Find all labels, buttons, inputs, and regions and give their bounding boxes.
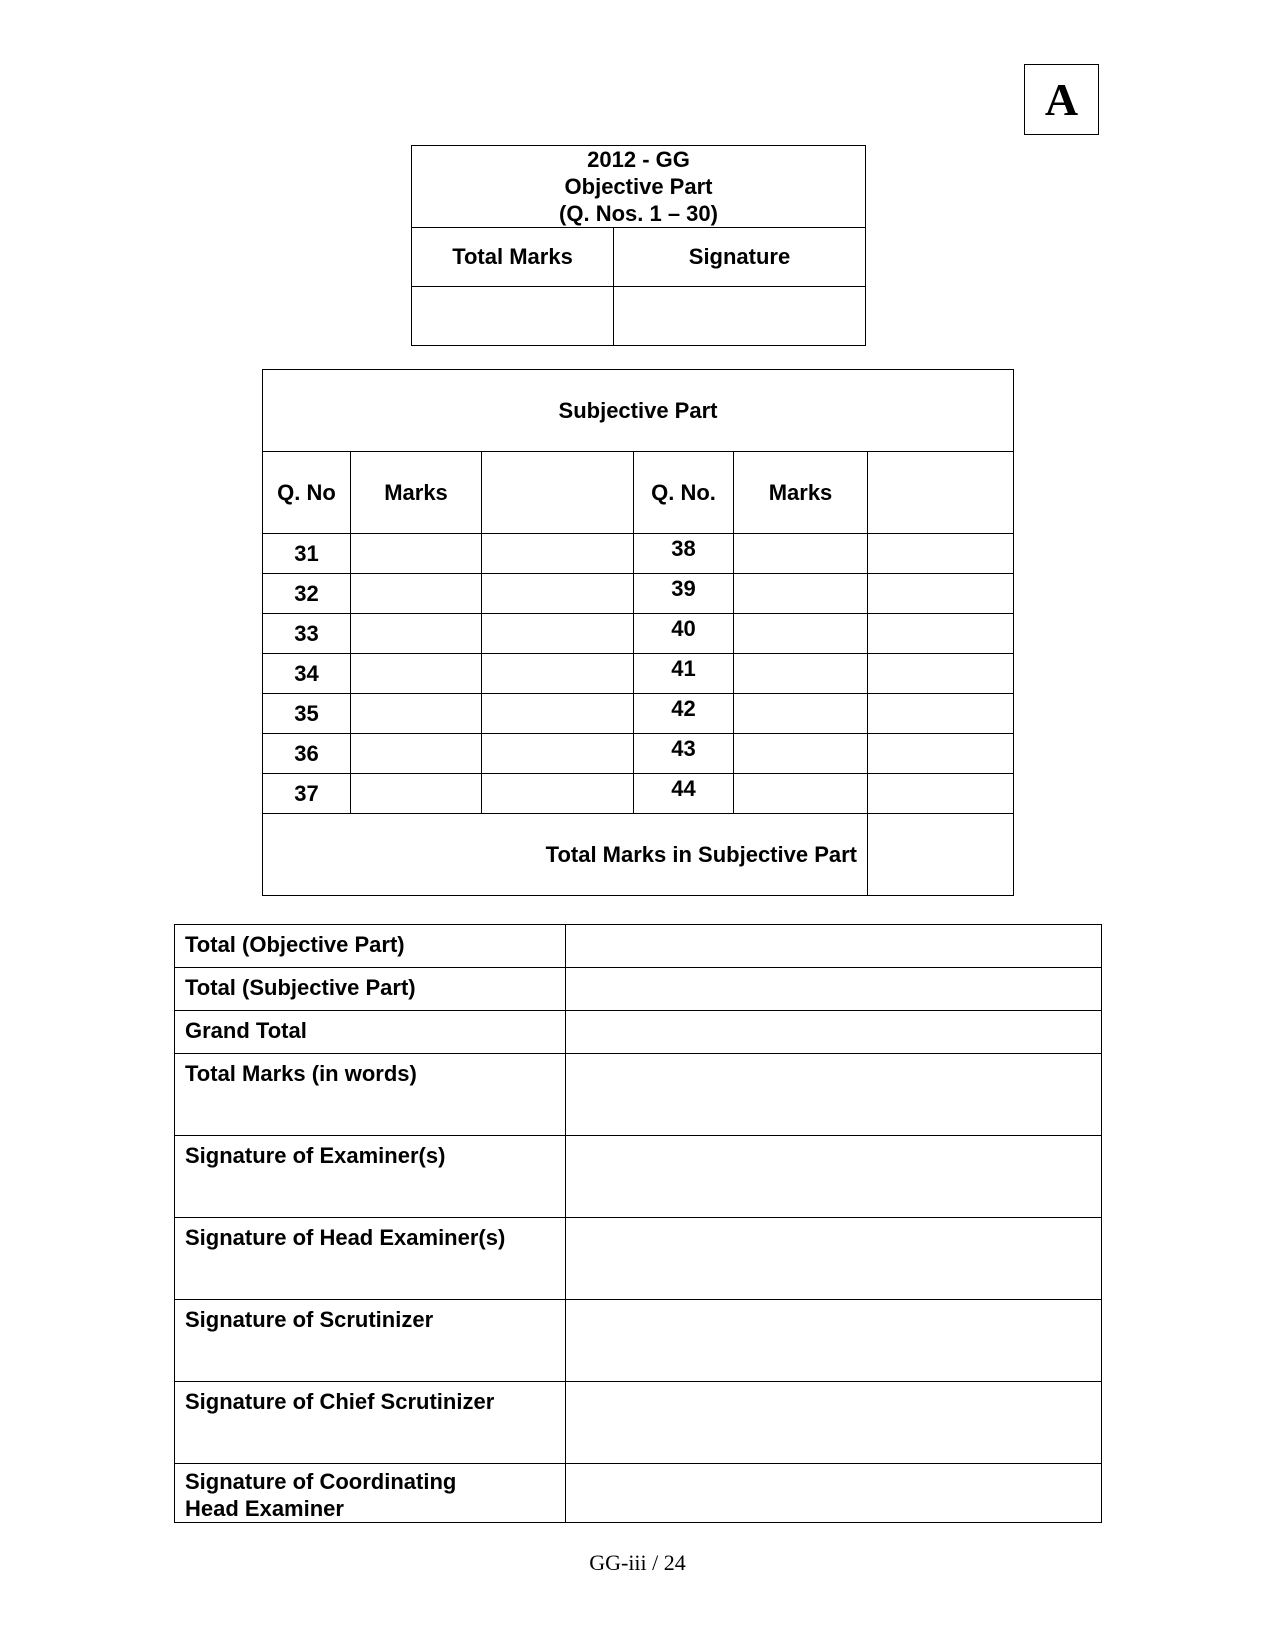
blank-cell (482, 734, 634, 774)
table-row (175, 1464, 1102, 1523)
blank-cell (868, 774, 1014, 814)
question-number: 43 (634, 734, 734, 774)
blank-cell (868, 734, 1014, 774)
table-row (175, 1011, 1102, 1054)
summary-value-cell (566, 1300, 1102, 1382)
table-row (175, 1136, 1102, 1218)
blank-cell (482, 614, 634, 654)
summary-value-cell (566, 1054, 1102, 1136)
page-footer: GG-iii / 24 (589, 1550, 686, 1575)
table-row (263, 614, 1014, 654)
table-row (263, 734, 1014, 774)
question-number: 31 (263, 534, 351, 574)
summary-value-cell (566, 1136, 1102, 1218)
series-letter: A (1044, 74, 1079, 125)
summary-label: Signature of Chief Scrutinizer (175, 1382, 566, 1464)
summary-label: Total Marks (in words) (175, 1054, 566, 1136)
blank-cell (482, 694, 634, 734)
blank-right-header (868, 452, 1014, 534)
marks-cell (351, 534, 482, 574)
summary-label: Signature of Examiner(s) (175, 1136, 566, 1218)
blank-cell (868, 574, 1014, 614)
series-letter-box (1024, 64, 1099, 135)
marks-cell (734, 774, 868, 814)
blank-cell (868, 614, 1014, 654)
objective-question-range: (Q. Nos. 1 – 30) (559, 201, 718, 226)
table-row (263, 534, 1014, 574)
blank-cell (868, 534, 1014, 574)
summary-label: Signature of Scrutinizer (175, 1300, 566, 1382)
blank-cell (482, 574, 634, 614)
table-row (175, 1300, 1102, 1382)
table-row (175, 1382, 1102, 1464)
table-row (175, 925, 1102, 968)
qno-left-header: Q. No (263, 452, 351, 534)
question-number: 41 (634, 654, 734, 694)
objective-signature-cell (614, 287, 866, 346)
marks-cell (734, 694, 868, 734)
blank-left-header (482, 452, 634, 534)
table-row (175, 1054, 1102, 1136)
summary-value-cell (566, 1382, 1102, 1464)
subjective-part-title: Subjective Part (263, 370, 1014, 452)
paper-code: 2012 - GG (587, 147, 690, 172)
marks-left-header: Marks (351, 452, 482, 534)
subjective-total-cell (868, 814, 1014, 896)
objective-signature-label: Signature (614, 228, 866, 287)
summary-label (175, 1464, 566, 1523)
table-row (175, 1218, 1102, 1300)
marks-cell (734, 534, 868, 574)
marks-cell (351, 574, 482, 614)
objective-header (412, 146, 866, 228)
objective-part-title: Objective Part (564, 174, 713, 199)
marks-cell (351, 734, 482, 774)
summary-label: Signature of Head Examiner(s) (175, 1218, 566, 1300)
objective-total-marks-label: Total Marks (412, 228, 614, 287)
summary-value-cell (566, 925, 1102, 968)
question-number: 36 (263, 734, 351, 774)
marks-cell (351, 614, 482, 654)
marks-right-header: Marks (734, 452, 868, 534)
objective-marks-table (411, 145, 866, 346)
question-number: 37 (263, 774, 351, 814)
objective-total-marks-cell (412, 287, 614, 346)
question-number: 34 (263, 654, 351, 694)
marks-cell (351, 774, 482, 814)
marks-cell (734, 734, 868, 774)
table-row (175, 968, 1102, 1011)
summary-label: Total (Objective Part) (175, 925, 566, 968)
subjective-marks-table (262, 369, 1014, 896)
summary-value-cell (566, 1464, 1102, 1523)
table-row (263, 654, 1014, 694)
qno-right-header: Q. No. (634, 452, 734, 534)
table-row (263, 774, 1014, 814)
summary-value-cell (566, 1218, 1102, 1300)
question-number: 40 (634, 614, 734, 654)
marks-cell (734, 654, 868, 694)
question-number: 44 (634, 774, 734, 814)
summary-value-cell (566, 968, 1102, 1011)
marks-cell (734, 574, 868, 614)
blank-cell (482, 534, 634, 574)
question-number: 33 (263, 614, 351, 654)
marks-cell (351, 694, 482, 734)
table-row (263, 694, 1014, 734)
table-row (263, 574, 1014, 614)
question-number: 32 (263, 574, 351, 614)
blank-cell (868, 694, 1014, 734)
question-number: 39 (634, 574, 734, 614)
marks-cell (351, 654, 482, 694)
summary-table (174, 924, 1102, 1523)
marks-cell (734, 614, 868, 654)
summary-value-cell (566, 1011, 1102, 1054)
question-number: 38 (634, 534, 734, 574)
summary-label: Grand Total (175, 1011, 566, 1054)
coordinating-label-line1: Signature of Coordinating (185, 1469, 457, 1494)
blank-cell (482, 654, 634, 694)
blank-cell (868, 654, 1014, 694)
question-number: 42 (634, 694, 734, 734)
blank-cell (482, 774, 634, 814)
subjective-total-label: Total Marks in Subjective Part (263, 814, 868, 896)
coordinating-label-line2: Head Examiner (185, 1496, 344, 1521)
question-number: 35 (263, 694, 351, 734)
summary-label: Total (Subjective Part) (175, 968, 566, 1011)
